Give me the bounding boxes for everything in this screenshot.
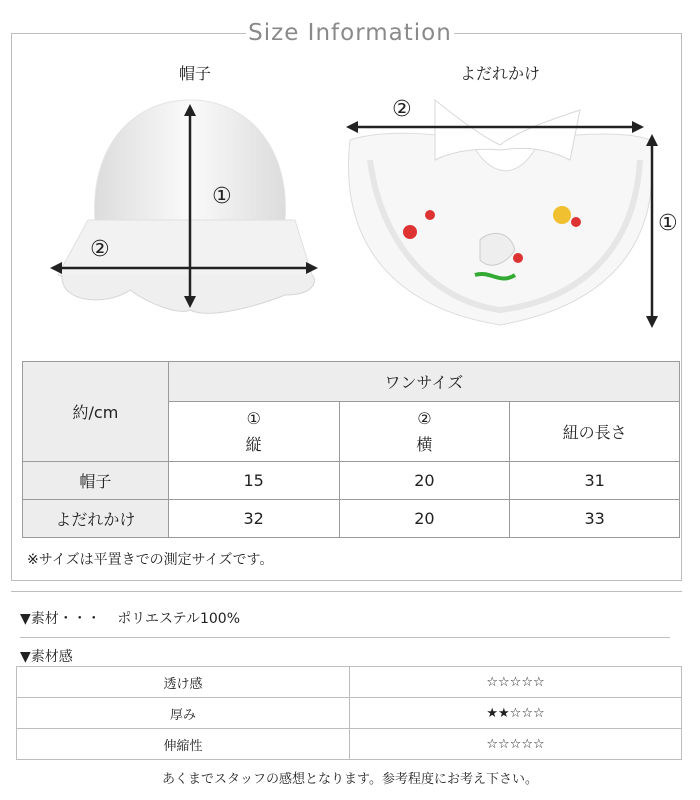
measurement-note: ※サイズは平置きでの測定サイズです。 (27, 552, 274, 568)
feel-name: 透け感 (17, 667, 350, 698)
col-string-length-header: 紐の長さ (510, 402, 680, 462)
star-rating: ☆☆☆☆☆ (350, 729, 682, 760)
col1-num: ① (246, 408, 261, 428)
col2-num: ② (417, 408, 432, 428)
hat-marker-1: ① (212, 184, 232, 209)
hat-illustration (40, 90, 330, 340)
row-name: 帽子 (23, 462, 169, 500)
table-row (17, 698, 682, 729)
cell-value: 33 (510, 500, 680, 538)
feel-name: 伸縮性 (17, 729, 350, 760)
size-table (22, 361, 680, 538)
table-row (23, 462, 680, 500)
table-row (23, 500, 680, 538)
cell-value: 20 (339, 462, 510, 500)
col1-name: 縦 (245, 434, 262, 454)
col-horizontal-header (339, 402, 510, 462)
bib-label: よだれかけ (459, 64, 540, 83)
star-rating: ☆☆☆☆☆ (350, 667, 682, 698)
cell-value: 31 (510, 462, 680, 500)
bib-marker-1: ① (658, 211, 678, 236)
feel-label: ▼素材感 (20, 649, 73, 665)
table-row (17, 667, 682, 698)
star-rating: ★★☆☆☆ (350, 698, 682, 729)
hat-label: 帽子 (178, 64, 211, 83)
material-label: ▼素材・・・ (20, 611, 101, 627)
bib-illustration (340, 90, 685, 340)
bib-marker-2: ② (392, 97, 412, 122)
feel-table (16, 666, 682, 760)
material-row (20, 608, 240, 628)
col-vertical-header (168, 402, 339, 462)
staff-footnote: あくまでスタッフの感想となります。参考程度にお考え下さい。 (162, 772, 538, 787)
col2-name: 横 (416, 434, 433, 454)
table-corner: 約/cm (23, 362, 169, 462)
divider (20, 637, 670, 638)
table-group-header: ワンサイズ (168, 362, 679, 402)
cell-value: 20 (339, 500, 510, 538)
cell-value: 32 (168, 500, 339, 538)
section-title: Size Information (246, 16, 454, 50)
feel-name: 厚み (17, 698, 350, 729)
row-name: よだれかけ (23, 500, 169, 538)
material-value: ポリエステル100% (117, 611, 240, 627)
table-row (17, 729, 682, 760)
hat-marker-2: ② (90, 237, 110, 262)
cell-value: 15 (168, 462, 339, 500)
